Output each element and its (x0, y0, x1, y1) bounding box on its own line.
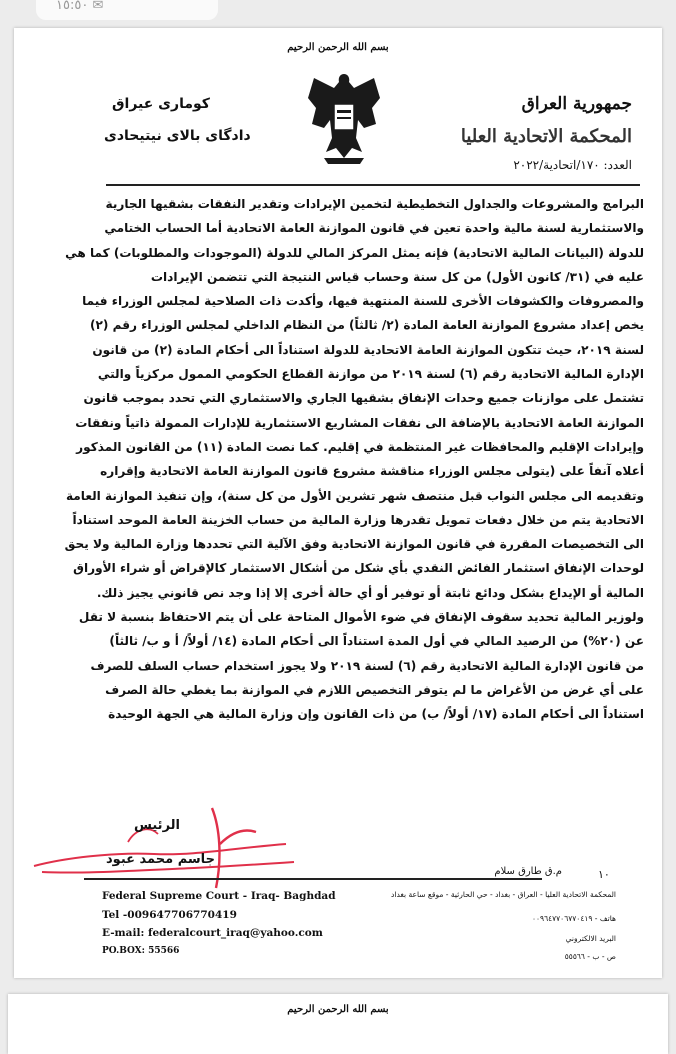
body-line: للدولة (البيانات المالية الاتحادية) فإنه يمثل المركز المالي للدولة (الموجودات والمطلوبات) كما هي (65, 245, 644, 260)
reference-number: العدد: ١٧٠/اتحادية/٢٠٢٢ (513, 158, 632, 172)
body-line: لوحدات الإنفاق استثمار الفائض النقدي بأي شكل من أشكال الاستثمار كالإقراض أو شراء الأوراق (73, 561, 644, 576)
body-line: استناداً الى أحكام المادة (١٧/ أولاً/ ب) من ذات القانون وإن وزارة المالية هي الجهة الوحيدة (108, 707, 644, 722)
next-page-bismillah: بسم الله الرحمن الرحيم (287, 1004, 389, 1015)
status-bar (36, 0, 218, 20)
telephone-arabic: هاتف - ٠٠٩٦٤٧٧٠٦٧٧٠٤١٩ (531, 914, 616, 923)
email-english: E-mail: federalcourt_iraq@yahoo.com (102, 927, 323, 939)
status-bar-text: ١٥:٥٠ ✉ (56, 0, 104, 13)
body-line: الإدارة المالية الاتحادية رقم (٦) لسنة ٢٠١٩ من موازنة القطاع الحكومي الممول مركزياً والتي (97, 367, 644, 382)
document-page (14, 28, 662, 978)
header-divider (106, 184, 640, 186)
eagle-emblem-icon (304, 68, 384, 168)
body-line: عن (٢٠%) من الرصيد المالي في أول المدة استناداً الى أحكام المادة (١٤/ أولاً/ أ و ب/ ثالثاً) (109, 634, 644, 649)
court-name-english: Federal Supreme Court - Iraq- Baghdad (102, 890, 336, 902)
telephone-english: Tel -009647706770419 (102, 909, 237, 921)
body-line: الى التخصيصات المقررة في قانون الموازنة الاتحادية وفق الآلية التي تحددها وزارة المالية ولا يحق (64, 537, 644, 552)
footer-divider (84, 878, 542, 880)
body-line: يخص إعداد مشروع الموازنة العامة المادة (٢/ ثالثاً) من النظام الداخلي لمجلس الوزراء رقم (٢) (89, 318, 644, 333)
body-line: المالية أو الإيداع بشكل ودائع ثابتة أو توفير أو أي حالة أخرى إلا إذا وجد نص قانوني يجيز ذلك. (96, 585, 644, 600)
email-arabic: البريد الالكتروني (565, 934, 616, 943)
pobox-arabic: ص - ب - ٥٥٥٦٦ (564, 952, 616, 961)
body-line: وإيرادات الإقليم والمحافظات غير المنتظمة في إقليم. كما نصت المادة (١١) من القانون المذكور (76, 439, 644, 454)
body-line: على أي غرض من الأغراض ما لم يتوفر التخصيص اللازم في الموازنة بما يغطي حالة الصرف (105, 682, 644, 697)
body-line: تشتمل على موازنات جميع وحدات الإنفاق بشقيها الجاري والاستثماري التي تحدد بموجب قانون (83, 391, 644, 406)
court-name-arabic: المحكمة الاتحادية العليا (460, 126, 632, 147)
body-line: الموازنة العامة الاتحادية بالإضافة الى نفقات المشاريع الاستثمارية للإدارات الممولة ذاتياً ونفقات (75, 415, 644, 430)
body-line: من قانون الإدارة المالية الاتحادية رقم (٦) لسنة ٢٠١٩ ولا يجوز استخدام حساب السلف للصرف (90, 658, 644, 673)
body-line: أعلاه آنفاً على (يتولى مجلس الوزراء مناقشة مشروع قانون الموازنة العامة الاتحادية وإقراره (100, 464, 644, 479)
bismillah: بسم الله الرحمن الرحيم (287, 42, 389, 53)
body-line: وتقديمه الى مجلس النواب قبل منتصف شهر تشرين الأول من كل سنة)، وإن تنفيذ الموازنة العامة (65, 488, 644, 503)
body-line: والمصروفات والكشوفات الأخرى للسنة المنتهية فيها، وأكدت ذات الصلاحية لمجلس الوزراء فيما (82, 294, 644, 309)
body-line: البرامج والمشروعات والجداول التخطيطية لتخمين الإيرادات وتقدير النفقات بشقيها الجارية (105, 197, 644, 211)
country-name-arabic: جمهورية العراق (521, 94, 632, 114)
next-document-page (8, 994, 668, 1054)
body-line: لسنة ٢٠١٩، حيث تتكون الموازنة العامة الاتحادية للدولة استناداً الى أحكام المادة (٢) من قانون (92, 342, 644, 357)
address-arabic: المحكمة الاتحادية العليا - العراق - بغداد - حي الحارثية - موقع ساعة بغداد (391, 890, 616, 899)
body-line: عليه في (٣١/ كانون الأول) من كل سنة وحساب قياس النتيجة التي تتضمن الإيرادات (150, 269, 644, 284)
country-name-kurdish: كومارى عيراق (112, 96, 210, 112)
signatory-name: جاسم محمد عبود (106, 852, 215, 867)
court-name-kurdish: دادگای بالای نیتیحادی (104, 128, 251, 144)
page-number: ١٠ (598, 868, 610, 881)
handwritten-signature-icon (24, 788, 304, 898)
staff-name: م.ق طارق سلام (494, 866, 562, 877)
body-line: الاتحادية يتم من خلال دفعات تمويل تقدرها وزارة المالية من حساب الخزينة العامة الموحد استناداً (72, 512, 644, 527)
body-line: ولوزير المالية تحديد سقوف الإنفاق في ضوء الأموال المتاحة على أن يتم الاحتفاظ بنسبة لا تقل (78, 610, 644, 625)
body-line: والاستثمارية لسنة مالية واحدة تعين في قانون الموازنة العامة الاتحادية أما الحساب الختامي (104, 221, 644, 236)
pobox-english: PO.BOX: 55566 (102, 946, 180, 956)
signatory-title: الرئيس (134, 818, 180, 833)
body-text (64, 192, 644, 727)
